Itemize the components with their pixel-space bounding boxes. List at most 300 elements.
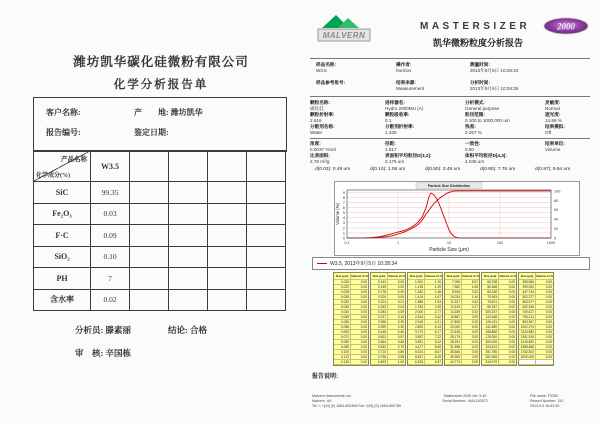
volume-cell: 0.00 <box>388 280 405 285</box>
chemical-report-page <box>25 0 297 424</box>
report-info-box <box>33 97 287 152</box>
volume-cell: 0.00 <box>351 310 368 315</box>
size-cell: 2.244 <box>408 315 425 320</box>
table-row <box>34 290 286 312</box>
info-field-label: 分析时间: <box>470 80 490 85</box>
size-cell: 0.142 <box>371 280 388 285</box>
volume-cell: 0.00 <box>499 340 516 345</box>
volume-cell: 0.17 <box>462 305 479 310</box>
size-cell: 0.100 <box>334 350 351 355</box>
divider <box>310 58 590 59</box>
volume-cell: 2.25 <box>425 305 442 310</box>
size-header-cell: Size (µm) <box>408 273 425 280</box>
volume-cell: 1.06 <box>388 360 405 365</box>
volume-header-cell: Volume In % <box>536 274 553 278</box>
chart-title: Particle Size Distribution <box>427 183 471 188</box>
size-cell: 14.159 <box>445 310 462 315</box>
volume-cell: 0.00 <box>499 330 516 335</box>
size-table-column <box>518 272 554 366</box>
component-value-cell: 0.10 <box>91 247 130 269</box>
volume-cell: 0.00 <box>499 280 516 285</box>
size-cell: 20.000 <box>445 325 462 330</box>
component-value-cell <box>169 290 208 312</box>
component-value-cell <box>169 268 208 290</box>
size-cell: 399.052 <box>519 285 536 290</box>
volume-cell: 1.29 <box>425 285 442 290</box>
left-axis-tick: 5 <box>342 211 345 216</box>
info-field-value: 1.617 <box>385 147 397 152</box>
size-table-header-row <box>445 273 479 280</box>
size-cell: 0.032 <box>334 300 351 305</box>
size-cell: 1.416 <box>408 295 425 300</box>
volume-cell: 0.00 <box>499 325 516 330</box>
volume-cell: 0.00 <box>536 355 553 360</box>
size-cell: 0.224 <box>371 300 388 305</box>
footer-line: Record Number: 151 <box>530 399 564 404</box>
info-field-label: 遮光度: <box>545 112 561 117</box>
size-cell: 3.170 <box>408 330 425 335</box>
info-field-value: Measurement <box>396 86 425 91</box>
info-field-value: 1.330 <box>385 130 397 135</box>
size-cell: 0.200 <box>371 295 388 300</box>
component-name-cell: F·C <box>34 225 91 247</box>
right-axis-tick: 0 <box>554 236 557 241</box>
size-cell: 0.112 <box>334 355 351 360</box>
volume-cell: 0.79 <box>388 345 405 350</box>
volume-cell: 0.00 <box>351 355 368 360</box>
legend-label: W3.5, 2013年9月5日 10:28:34 <box>330 261 397 267</box>
component-value-cell: 0.03 <box>91 204 130 226</box>
volume-cell: 1.16 <box>425 280 442 285</box>
footer-line: Malvern Instruments Ltd. <box>312 394 352 398</box>
footer-right-block <box>530 394 563 410</box>
size-cell: 79.621 <box>482 300 499 305</box>
volume-cell <box>536 360 553 365</box>
psd-report-page <box>300 0 600 424</box>
size-cell: 100.237 <box>482 310 499 315</box>
size-cell: 0.126 <box>334 360 351 365</box>
volume-cell: 0.00 <box>351 335 368 340</box>
volume-cell: 0.62 <box>462 300 479 305</box>
size-cell: 1002.374 <box>520 325 534 329</box>
component-value-cell: 99.35 <box>91 182 130 204</box>
x-axis-tick: 0.1 <box>344 241 350 245</box>
size-cell: 8.934 <box>445 290 462 295</box>
x-axis-tick: 1000 <box>546 241 556 245</box>
volume-header-cell: Volume In % <box>388 274 405 278</box>
left-axis-tick: 2 <box>342 226 345 231</box>
size-table-column <box>481 272 517 366</box>
left-axis-tick: 7 <box>342 201 345 206</box>
info-field-label: 结果模拟: <box>545 124 565 129</box>
volume-cell: 0.00 <box>536 300 553 305</box>
size-cell: 200.000 <box>482 340 499 345</box>
size-table-header-row <box>408 273 442 280</box>
volume-cell: 0.25 <box>388 320 405 325</box>
volume-cell: 0.00 <box>499 360 516 365</box>
d-value-item: d(0.50): 3.49 um <box>425 167 461 172</box>
signoff-field: 审 核: 辛国栋 <box>75 348 131 358</box>
table-row <box>34 182 286 204</box>
size-cell: 1.125 <box>408 285 425 290</box>
volume-cell: 0.04 <box>388 305 405 310</box>
info-field-value: 14.88 % <box>545 118 562 123</box>
info-field-label: 分析模式: <box>465 100 485 105</box>
volume-cell: 0.00 <box>462 345 479 350</box>
size-table-row <box>334 360 368 365</box>
volume-cell: 0.00 <box>499 315 516 320</box>
size-header-cell: Size (µm) <box>445 273 462 280</box>
volume-cell: 0.00 <box>351 325 368 330</box>
divider <box>310 138 590 139</box>
component-value-cell <box>130 268 169 290</box>
info-field-value: 碳化硅 <box>310 106 324 111</box>
volume-cell: 0.00 <box>462 315 479 320</box>
x-axis-tick: 1 <box>396 241 400 245</box>
left-axis-tick: 1 <box>342 231 345 236</box>
company-name: 潍坊凯华碳化硅微粉有限公司 <box>73 55 249 69</box>
volume-header-cell: Volume In % <box>351 274 368 278</box>
info-field-label: 比表面积: <box>310 153 330 158</box>
size-cell: 502.377 <box>519 295 536 300</box>
volume-header-cell: Volume In % <box>499 274 516 278</box>
divider <box>310 96 590 97</box>
size-cell: 31.698 <box>445 345 462 350</box>
right-axis-tick: 20 <box>554 226 559 231</box>
info-field-label: 样品名称: <box>316 62 336 67</box>
right-axis-tick: 60 <box>554 208 559 213</box>
component-value-cell <box>130 247 169 269</box>
info-field-value: 0.50 <box>465 147 474 152</box>
size-cell: 3.991 <box>408 340 425 345</box>
table-row <box>34 204 286 226</box>
notes-label: 报告说明: <box>312 374 338 380</box>
volume-cell: 1.46 <box>425 290 442 295</box>
size-cell: 1.589 <box>408 300 425 305</box>
volume-cell: 0.00 <box>499 305 516 310</box>
d-value-item: d(0.03): 0.49 um <box>315 167 351 172</box>
footer-center-block <box>410 394 520 404</box>
size-cell: 22.440 <box>445 330 462 335</box>
info-field-value: 2013年9月5日 10:28:34 <box>470 68 519 73</box>
volume-cell: 0.57 <box>388 335 405 340</box>
info-field-value: Water <box>310 130 323 135</box>
volume-cell: 0.00 <box>351 300 368 305</box>
volume-header-cell: Volume In % <box>462 274 479 278</box>
size-cell: 0.028 <box>334 295 351 300</box>
signoff-field: 分析员: 滕素丽 <box>75 325 131 335</box>
volume-cell: 1.44 <box>462 295 479 300</box>
volume-cell: 0.02 <box>462 310 479 315</box>
volume-cell: 0.00 <box>351 320 368 325</box>
info-field-label: 一致性: <box>465 141 481 146</box>
volume-cell: 0.00 <box>351 360 368 365</box>
info-field-label: 分散剂名称: <box>310 124 335 129</box>
volume-cell: 0.00 <box>462 350 479 355</box>
info-field-label: 颗粒名称: <box>310 100 330 105</box>
component-value-cell <box>247 268 286 290</box>
component-value-cell <box>247 225 286 247</box>
info-field-label: 粒径范围: <box>465 112 485 117</box>
size-cell: 3.557 <box>408 335 425 340</box>
chart-box <box>334 181 580 256</box>
malvern-logo <box>316 12 376 44</box>
component-value-cell <box>208 247 247 269</box>
volume-cell: 4.06 <box>462 285 479 290</box>
size-cell: 1415.892 <box>520 340 534 344</box>
volume-header-cell: Volume In % <box>425 274 442 278</box>
info-field-label: 进样器名: <box>385 100 405 105</box>
size-cell: 0.056 <box>334 325 351 330</box>
size-cell: 0.080 <box>334 340 351 345</box>
size-cell: 1124.683 <box>520 330 534 334</box>
volume-cell: 6.17 <box>425 330 442 335</box>
volume-cell: 0.00 <box>462 320 479 325</box>
size-cell: 0.317 <box>371 315 388 320</box>
size-cell: 796.214 <box>519 315 536 320</box>
volume-cell: 5.14 <box>425 325 442 330</box>
volume-cell: 0.00 <box>536 330 553 335</box>
size-cell: 0.020 <box>334 280 351 285</box>
volume-cell: 0.00 <box>462 330 479 335</box>
size-cell <box>519 360 536 365</box>
size-table-header-row <box>482 273 516 280</box>
mastersizer-wordmark: MASTERSIZER <box>420 21 531 32</box>
size-cell: 89.337 <box>482 305 499 310</box>
size-cell: 56.368 <box>482 285 499 290</box>
info-field-value: General purpose <box>465 106 500 111</box>
volume-cell: 0.00 <box>351 340 368 345</box>
size-cell: 178.250 <box>482 335 499 340</box>
size-cell: 158.866 <box>482 330 499 335</box>
info-field-value: 2.78 m²/g <box>310 159 330 164</box>
matrix-product-header <box>247 151 286 182</box>
matrix-product-header <box>169 151 208 182</box>
report-info-field: 报告编号: <box>46 128 81 137</box>
component-value-cell: 0.09 <box>91 225 130 247</box>
volume-cell: 0.98 <box>388 355 405 360</box>
volume-cell: 0.00 <box>388 290 405 295</box>
report-info-field: 产 地: 潍坊凯华 <box>134 108 203 117</box>
size-cell: 50.238 <box>482 280 499 285</box>
component-value-cell <box>130 182 169 204</box>
matrix-corner-cell <box>34 151 91 182</box>
size-cell: 11.247 <box>445 300 462 305</box>
volume-cell: 0.00 <box>536 290 553 295</box>
size-table-row <box>408 360 442 365</box>
size-cell: 0.071 <box>334 335 351 340</box>
left-axis-tick: 6 <box>342 206 345 211</box>
volume-cell: 0.16 <box>388 315 405 320</box>
left-axis-tick: 8 <box>342 195 345 200</box>
volume-cell: 3.42 <box>425 315 442 320</box>
size-cell: 709.627 <box>519 310 536 315</box>
matrix-product-header <box>208 151 247 182</box>
component-name-cell: SiC <box>34 182 91 204</box>
size-cell: 632.456 <box>519 305 536 310</box>
volume-cell: 0.00 <box>499 335 516 340</box>
info-field-label: 颗粒折射率: <box>310 112 335 117</box>
volume-cell: 0.00 <box>351 290 368 295</box>
size-cell: 28.251 <box>445 340 462 345</box>
size-cell: 0.356 <box>371 320 388 325</box>
volume-cell: 0.00 <box>499 310 516 315</box>
size-table-column <box>444 272 480 366</box>
matrix-header-row <box>34 151 286 182</box>
size-cell: 1.262 <box>408 290 425 295</box>
size-cell: 2.825 <box>408 325 425 330</box>
volume-cell: 0.00 <box>536 325 553 330</box>
info-field-label: 测量时间: <box>470 62 490 67</box>
info-field-value: Off <box>545 130 552 135</box>
size-cell: 2.518 <box>408 320 425 325</box>
size-cell: 0.045 <box>334 315 351 320</box>
right-axis-tick: 40 <box>554 217 559 222</box>
info-field-value: W3.5 <box>316 68 327 73</box>
volume-cell: 0.00 <box>388 285 405 290</box>
info-field-label: 灵敏度: <box>545 100 561 105</box>
mastersizer-2000-badge <box>543 17 589 35</box>
volume-cell: 0.01 <box>388 300 405 305</box>
volume-cell: 0.68 <box>388 340 405 345</box>
size-cell: 2.000 <box>408 310 425 315</box>
volume-cell: 0.00 <box>351 330 368 335</box>
size-cell: 35.566 <box>445 350 462 355</box>
size-cell: 0.796 <box>371 355 388 360</box>
x-axis-tick: 100 <box>496 241 504 245</box>
component-value-cell <box>130 225 169 247</box>
volume-cell: 0.00 <box>462 340 479 345</box>
volume-cell: 0.00 <box>462 335 479 340</box>
svg-text:MALVERN: MALVERN <box>322 31 366 40</box>
volume-cell: 5.57 <box>462 280 479 285</box>
left-axis-tick: 0 <box>342 236 345 241</box>
info-field-label: 径距: <box>385 141 396 146</box>
component-value-cell: 7 <box>91 268 130 290</box>
volume-cell: 0.00 <box>536 305 553 310</box>
component-name-cell: Fe₂O₃ <box>34 204 91 226</box>
size-cell: 0.063 <box>334 330 351 335</box>
x-axis-label: Particle Size (µm) <box>429 247 469 253</box>
size-cell: 112.468 <box>482 315 499 320</box>
x-axis-tick: 10 <box>446 241 452 245</box>
svg-text:2000: 2000 <box>557 21 575 32</box>
volume-cell: 0.00 <box>536 315 553 320</box>
info-field-value: Volume <box>545 147 561 152</box>
size-cell: 5.637 <box>408 355 425 360</box>
size-cell: 7.962 <box>445 285 462 290</box>
info-field-value: 0.0037 %Vol <box>310 147 336 152</box>
size-cell: 224.404 <box>482 345 499 350</box>
size-table-header-row <box>519 273 553 280</box>
component-name-cell: SiO₂ <box>34 247 91 269</box>
footer-left-block <box>312 394 401 410</box>
volume-cell: 0.00 <box>351 305 368 310</box>
info-field-label: 结果单位: <box>545 141 565 146</box>
component-value-cell <box>208 225 247 247</box>
component-value-cell <box>169 204 208 226</box>
volume-cell: 0.89 <box>388 350 405 355</box>
size-cell: 563.677 <box>519 300 536 305</box>
size-cell: 25.179 <box>445 335 462 340</box>
d-value-item: d(0.90): 7.76 um <box>480 167 516 172</box>
info-field-value: 2.616 <box>310 118 322 123</box>
right-axis-tick: 100 <box>554 189 561 194</box>
volume-cell: 0.46 <box>388 330 405 335</box>
footer-line: File name: F3350 <box>530 394 558 398</box>
volume-cell: 0.00 <box>462 355 479 360</box>
volume-cell: 0.00 <box>351 280 368 285</box>
size-cell: 0.025 <box>334 290 351 295</box>
footer-line: 2013-9-6 16:43:30 <box>530 404 560 409</box>
volume-cell: 0.00 <box>462 325 479 330</box>
size-cell: 10.024 <box>445 295 462 300</box>
footer-line: Tel := +[44] (0) 1684-892456 Fax +[44] (0) 1684-892789 <box>312 404 402 409</box>
volume-cell: 0.00 <box>499 345 516 350</box>
size-cell: 282.508 <box>482 355 499 360</box>
table-row <box>34 268 286 290</box>
left-axis-tick: 9 <box>342 190 345 195</box>
info-field-label: 浓度: <box>310 141 321 146</box>
size-cell: 39.905 <box>445 355 462 360</box>
info-field-value: 4.046 um <box>465 159 485 164</box>
table-row <box>34 225 286 247</box>
info-field-value: Hydro 2000MU (A) <box>385 106 424 111</box>
size-cell: 316.979 <box>482 360 499 365</box>
size-cell: 0.448 <box>371 330 388 335</box>
volume-cell: 0.35 <box>388 325 405 330</box>
info-field-label: 残差: <box>465 124 476 129</box>
size-cell: 0.036 <box>334 305 351 310</box>
volume-cell: 0.00 <box>499 320 516 325</box>
size-cell: 0.710 <box>371 350 388 355</box>
size-cell: 0.399 <box>371 325 388 330</box>
matrix-product-header <box>130 151 169 182</box>
size-cell: 2000.000 <box>520 355 534 359</box>
info-field-value: 0.1 <box>385 118 392 123</box>
size-header-cell: Size (µm) <box>371 273 388 280</box>
size-table-row <box>445 360 479 365</box>
size-table-row <box>482 360 516 365</box>
size-header-cell: Size (µm) <box>519 273 536 280</box>
size-cell: 1261.915 <box>520 335 534 339</box>
size-cell: 355.656 <box>519 280 536 285</box>
info-field-label: 体积平均粒径D[4,3]: <box>465 153 507 158</box>
info-field-label: 颗粒吸收率: <box>385 112 410 117</box>
component-name-cell: PH <box>34 268 91 290</box>
size-cell: 0.159 <box>371 285 388 290</box>
footer-line: Serial Number : MAL100573 <box>442 399 488 404</box>
component-value-cell <box>208 268 247 290</box>
report-info-field: 客户名称: <box>46 108 81 117</box>
matrix-corner-product-label: 产品名称 <box>61 156 87 163</box>
size-cell: 141.589 <box>482 325 499 330</box>
volume-cell: 0.00 <box>499 290 516 295</box>
size-cell: 0.022 <box>334 285 351 290</box>
size-cell: 44.774 <box>445 360 462 365</box>
size-cell: 4.477 <box>408 345 425 350</box>
volume-cell: 4.21 <box>425 320 442 325</box>
volume-cell: 0.00 <box>536 335 553 340</box>
volume-cell: 0.00 <box>351 295 368 300</box>
size-table-column <box>333 272 369 366</box>
component-value-cell <box>130 290 169 312</box>
info-field-value: Normal <box>545 106 560 111</box>
size-cell: 0.502 <box>371 335 388 340</box>
chart-legend <box>312 257 590 270</box>
volume-cell: 8.67 <box>425 350 442 355</box>
size-cell: 126.191 <box>482 320 499 325</box>
